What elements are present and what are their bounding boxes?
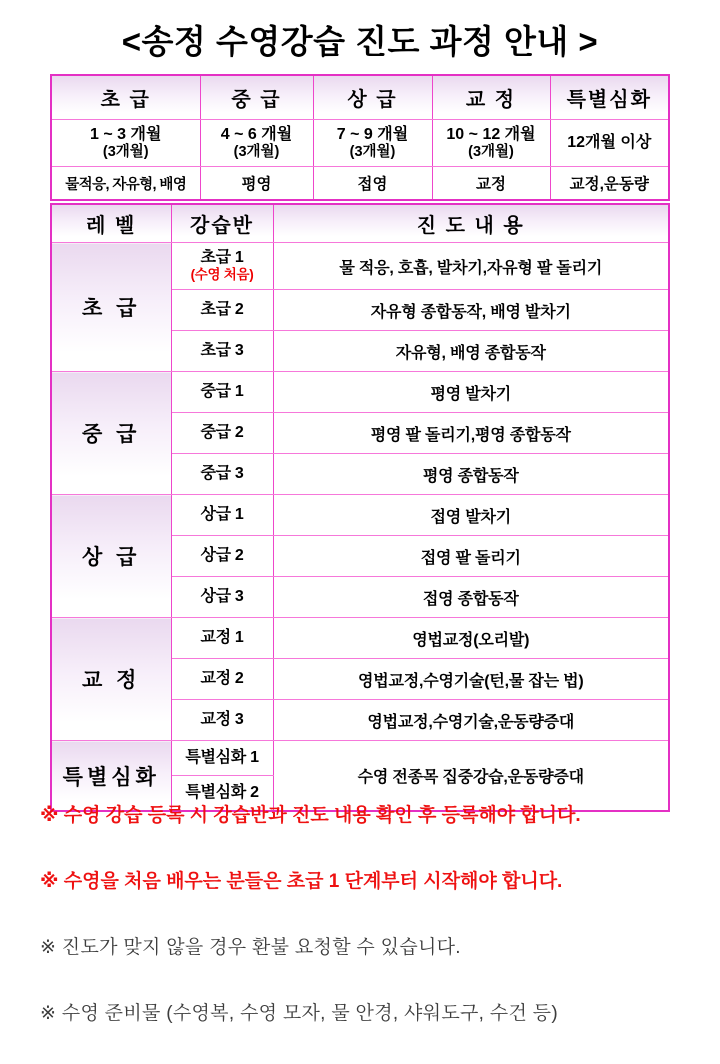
class-cell: 교정 2 (171, 659, 273, 700)
summary-content-cell: 교정,운동량 (550, 167, 669, 201)
period-cell (51, 120, 200, 167)
class-cell: 초급 3 (171, 331, 273, 372)
note-first-timer: ※ 수영을 처음 배우는 분들은 초급 1 단계부터 시작해야 합니다. (40, 871, 563, 892)
class-label: 초급 1 (200, 249, 244, 267)
level-cell-intermediate: 중 급 (51, 372, 171, 495)
note-registration: ※ 수영 강습 등록 시 강습반과 진도 내용 확인 후 등록해야 합니다. (40, 805, 581, 826)
period-subtext: (3개월) (468, 144, 514, 161)
class-cell: 교정 3 (171, 700, 273, 741)
period-cell (432, 120, 550, 167)
content-cell: 평영 팔 돌리기,평영 종합동작 (273, 413, 669, 454)
content-cell-merged: 수영 전종목 집중강습,운동량증대 (273, 741, 669, 812)
content-cell: 접영 팔 돌리기 (273, 536, 669, 577)
class-sublabel: (수영 처음) (190, 267, 254, 283)
period-cell (313, 120, 432, 167)
content-cell: 접영 종합동작 (273, 577, 669, 618)
period-subtext: (3개월) (349, 144, 396, 161)
class-cell: 중급 3 (171, 454, 273, 495)
summary-header-intermediate: 중 급 (200, 75, 313, 120)
notes-section (40, 800, 700, 1064)
level-cell-correction: 교 정 (51, 618, 171, 741)
content-cell: 평영 종합동작 (273, 454, 669, 495)
level-cell-beginner: 초 급 (51, 243, 171, 372)
content-cell: 평영 발차기 (273, 372, 669, 413)
period-text: 10 ~ 12 개월 (446, 126, 536, 144)
class-cell: 상급 2 (171, 536, 273, 577)
summary-header-row (51, 75, 669, 120)
table-row (51, 618, 669, 659)
class-cell: 상급 1 (171, 495, 273, 536)
summary-content-cell: 평영 (200, 167, 313, 201)
class-cell: 특별심화 1 (171, 741, 273, 776)
content-cell: 자유형 종합동작, 배영 발차기 (273, 290, 669, 331)
class-cell: 상급 3 (171, 577, 273, 618)
table-row (51, 741, 669, 776)
summary-header-advanced: 상 급 (313, 75, 432, 120)
class-cell: 특별심화 2 (171, 776, 273, 812)
page-title: <송정 수영강습 진도 과정 안내 > (121, 23, 599, 60)
summary-table (50, 74, 670, 201)
progress-table (50, 203, 670, 812)
period-text: 7 ~ 9 개월 (336, 126, 409, 144)
class-cell: 중급 1 (171, 372, 273, 413)
summary-header-beginner: 초 급 (51, 75, 200, 120)
period-cell (550, 120, 669, 167)
table-row (51, 243, 669, 290)
period-cell (200, 120, 313, 167)
period-subtext: (3개월) (102, 144, 149, 161)
summary-content-row (51, 167, 669, 201)
progress-header-level: 레 벨 (51, 204, 171, 243)
level-cell-special: 특별심화 (51, 741, 171, 812)
period-subtext: (3개월) (233, 144, 280, 161)
class-cell: 초급 2 (171, 290, 273, 331)
level-cell-advanced: 상 급 (51, 495, 171, 618)
progress-header-content: 진 도 내 용 (273, 204, 669, 243)
summary-content-cell: 교정 (432, 167, 550, 201)
progress-header-class: 강습반 (171, 204, 273, 243)
class-cell (171, 243, 273, 290)
content-cell: 자유형, 배영 종합동작 (273, 331, 669, 372)
class-cell: 교정 1 (171, 618, 273, 659)
note-refund: ※ 진도가 맞지 않을 경우 환불 요청할 수 있습니다. (40, 937, 461, 958)
table-row (51, 495, 669, 536)
content-cell: 영법교정(오리발) (273, 618, 669, 659)
summary-header-special: 특별심화 (550, 75, 669, 120)
content-cell: 영법교정,수영기술,운동량증대 (273, 700, 669, 741)
period-text: 12개월 이상 (567, 134, 652, 151)
note-equipment: ※ 수영 준비물 (수영복, 수영 모자, 물 안경, 샤워도구, 수건 등) (40, 1003, 558, 1024)
period-text: 4 ~ 6 개월 (220, 126, 293, 144)
content-cell: 물 적응, 호흡, 발차기,자유형 팔 돌리기 (273, 243, 669, 290)
summary-header-correction: 교 정 (432, 75, 550, 120)
summary-period-row (51, 120, 669, 167)
progress-header-row (51, 204, 669, 243)
content-cell: 접영 발차기 (273, 495, 669, 536)
table-row (51, 372, 669, 413)
period-text: 1 ~ 3 개월 (90, 126, 162, 144)
summary-content-cell: 접영 (313, 167, 432, 201)
content-cell: 영법교정,수영기술(턴,물 잡는 법) (273, 659, 669, 700)
summary-content-cell: 물적응, 자유형, 배영 (51, 167, 200, 201)
class-cell: 중급 2 (171, 413, 273, 454)
